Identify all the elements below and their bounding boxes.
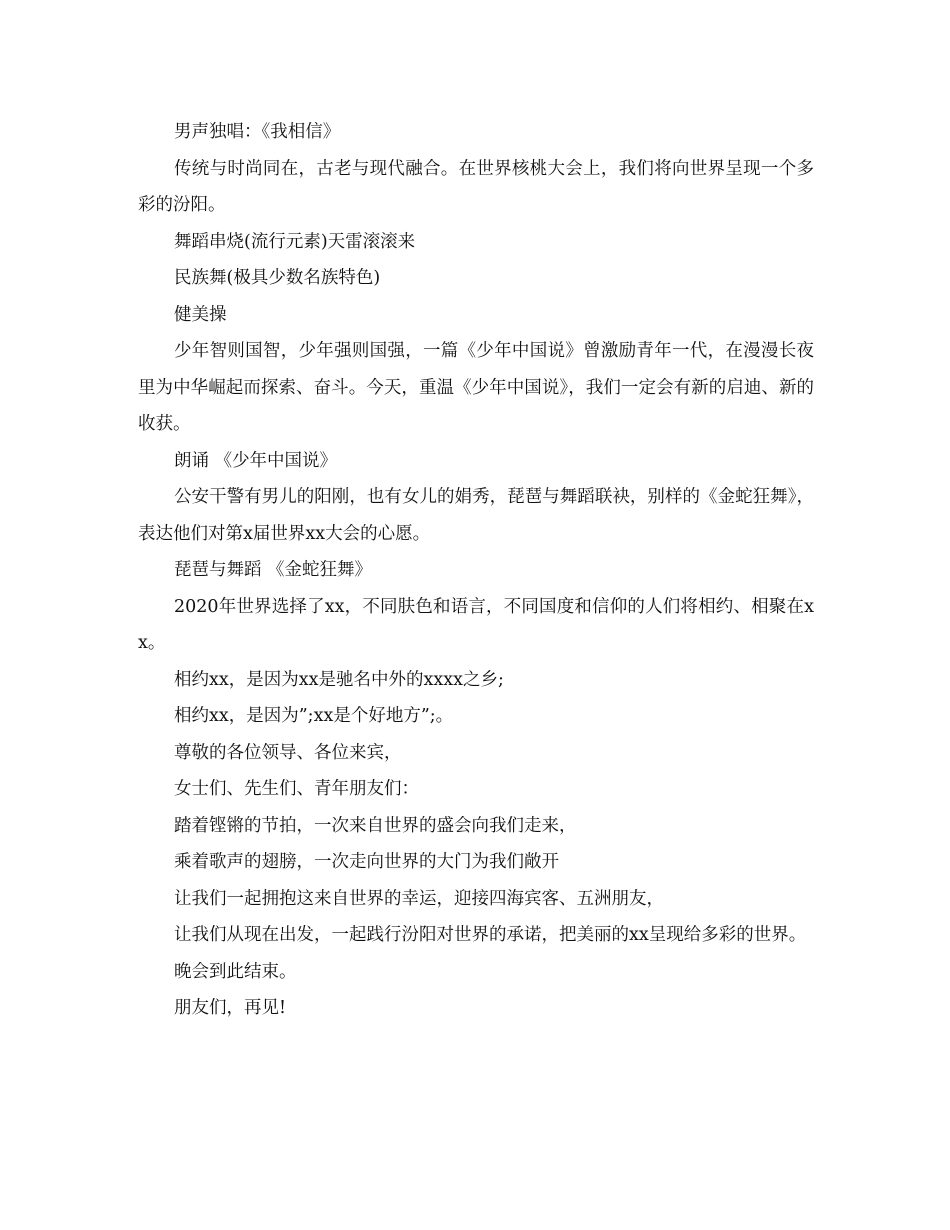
paragraph-ethnic-dance: 民族舞(极具少数名族特色) <box>174 268 381 288</box>
paragraph-embrace-luck: 让我们一起拥抱这来自世界的幸运，迎接四海宾客、五洲朋友， <box>174 888 664 909</box>
paragraph-wings-of-song: 乘着歌声的翅膀，一次走向世界的大门为我们敞开 <box>174 852 559 872</box>
paragraph-meet-reason-1: 相约xx，是因为xx是驰名中外的xxxx之乡; <box>174 669 504 690</box>
paragraph-greeting-leaders: 尊敬的各位领导、各位来宾， <box>174 742 402 763</box>
paragraph-world-chose: 2020年世界选择了xx，不同肤色和语言，不同国度和信仰的人们将相约、相聚在xx。 <box>138 596 814 653</box>
paragraph-male-solo: 男声独唱：《我相信》 <box>174 122 341 142</box>
paragraph-rhythm: 踏着铿锵的节拍，一次来自世界的盛会向我们走来， <box>174 815 577 836</box>
paragraph-pipa-and-dance: 琵琶与舞蹈 《金蛇狂舞》 <box>174 560 373 580</box>
paragraph-greeting-friends: 女士们、先生们、青年朋友们： <box>174 779 419 799</box>
paragraph-meet-reason-2: 相约xx，是因为”;xx是个好地方”;。 <box>174 706 454 726</box>
paragraph-dance-medley: 舞蹈串烧(流行元素)天雷滚滚来 <box>174 231 416 252</box>
paragraph-aerobics: 健美操 <box>174 304 227 325</box>
paragraph-young-china-intro: 少年智则国智，少年强则国强，一篇《少年中国说》曾激励青年一代，在漫漫长夜里为中华崛起而探索、奋斗。今天，重温《少年中国说》，我们一定会有新的启迪、新的收获。 <box>138 341 814 434</box>
paragraph-tradition-and-fashion: 传统与时尚同在，古老与现代融合。在世界核桃大会上，我们将向世界呈现一个多彩的汾阳。 <box>138 158 814 215</box>
paragraph-recitation: 朗诵 《少年中国说》 <box>174 450 338 471</box>
paragraph-goodbye: 朋友们，再见! <box>174 998 287 1018</box>
paragraph-police-performance-intro: 公安干警有男儿的阳刚，也有女儿的娟秀，琵琶与舞蹈联袂，别样的《金蛇狂舞》，表达他们对第x届世界xx大会的心愿。 <box>138 487 814 544</box>
document-body <box>138 114 814 1027</box>
paragraph-start-now: 让我们从现在出发，一起践行汾阳对世界的承诺，把美丽的xx呈现给多彩的世界。 <box>174 925 807 945</box>
paragraph-gala-ends: 晚会到此结束。 <box>174 961 297 982</box>
